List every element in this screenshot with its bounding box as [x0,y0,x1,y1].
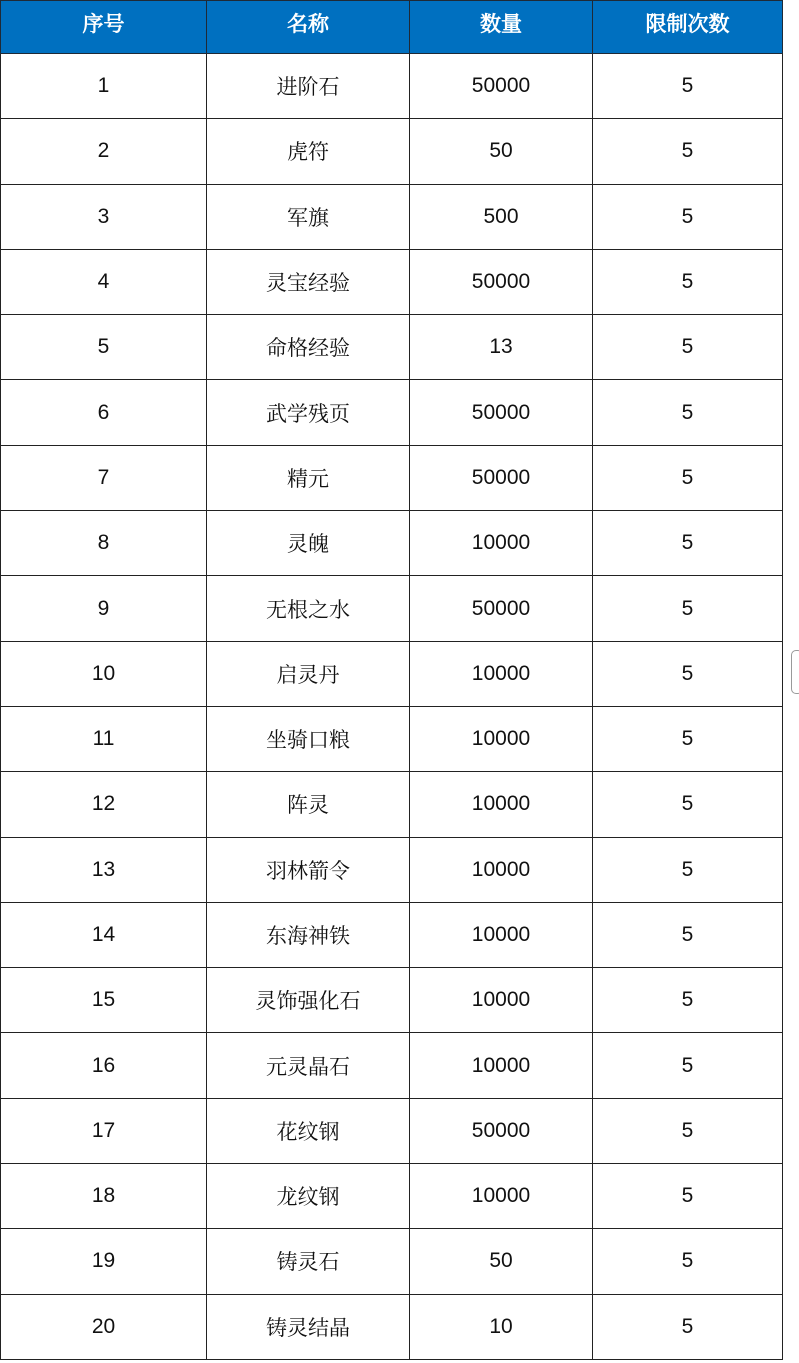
table-header [1,1,783,54]
cell-name: 铸灵结晶 [207,1294,410,1359]
cell-quantity: 10000 [410,772,593,837]
cell-limit: 5 [593,249,783,314]
cell-limit: 5 [593,772,783,837]
cell-name: 坐骑口粮 [207,706,410,771]
cell-quantity: 50000 [410,249,593,314]
cell-limit: 5 [593,576,783,641]
cell-quantity: 13 [410,315,593,380]
cell-index: 16 [1,1033,207,1098]
table-row [1,1033,783,1098]
cell-name: 灵魄 [207,511,410,576]
cell-index: 13 [1,837,207,902]
cell-limit: 5 [593,1164,783,1229]
cell-limit: 5 [593,445,783,510]
table-row [1,772,783,837]
header-row [1,1,783,54]
cell-name: 灵饰强化石 [207,968,410,1033]
cell-name: 铸灵石 [207,1229,410,1294]
header-quantity: 数量 [410,1,593,54]
cell-quantity: 10000 [410,837,593,902]
cell-index: 6 [1,380,207,445]
cell-index: 17 [1,1098,207,1163]
table-row [1,119,783,184]
cell-index: 3 [1,184,207,249]
cell-name: 灵宝经验 [207,249,410,314]
cell-limit: 5 [593,511,783,576]
cell-index: 5 [1,315,207,380]
table-body [1,54,783,1360]
cell-name: 无根之水 [207,576,410,641]
cell-name: 军旗 [207,184,410,249]
cell-name: 东海神铁 [207,902,410,967]
cell-index: 7 [1,445,207,510]
table-row [1,641,783,706]
cell-index: 19 [1,1229,207,1294]
cell-quantity: 50 [410,119,593,184]
cell-quantity: 50000 [410,445,593,510]
table-row [1,968,783,1033]
cell-name: 阵灵 [207,772,410,837]
cell-limit: 5 [593,1294,783,1359]
cell-limit: 5 [593,1098,783,1163]
cell-limit: 5 [593,641,783,706]
side-scroll-tab[interactable] [791,650,799,694]
cell-index: 11 [1,706,207,771]
cell-quantity: 10000 [410,641,593,706]
table-row [1,54,783,119]
cell-quantity: 10000 [410,1033,593,1098]
cell-name: 启灵丹 [207,641,410,706]
cell-limit: 5 [593,54,783,119]
cell-index: 1 [1,54,207,119]
cell-limit: 5 [593,1229,783,1294]
table-row [1,445,783,510]
cell-quantity: 10000 [410,706,593,771]
cell-quantity: 50 [410,1229,593,1294]
table-row [1,1229,783,1294]
cell-limit: 5 [593,119,783,184]
cell-index: 20 [1,1294,207,1359]
table-row [1,576,783,641]
cell-index: 9 [1,576,207,641]
header-index: 序号 [1,1,207,54]
cell-name: 羽林箭令 [207,837,410,902]
cell-quantity: 50000 [410,576,593,641]
table-row [1,902,783,967]
cell-index: 2 [1,119,207,184]
cell-limit: 5 [593,902,783,967]
cell-quantity: 500 [410,184,593,249]
cell-limit: 5 [593,315,783,380]
cell-quantity: 10000 [410,511,593,576]
cell-name: 龙纹钢 [207,1164,410,1229]
table-row [1,315,783,380]
cell-quantity: 10000 [410,968,593,1033]
cell-quantity: 10000 [410,902,593,967]
header-name: 名称 [207,1,410,54]
table-row [1,249,783,314]
cell-quantity: 10 [410,1294,593,1359]
cell-limit: 5 [593,184,783,249]
table-row [1,1294,783,1359]
table-row [1,837,783,902]
cell-limit: 5 [593,968,783,1033]
cell-quantity: 10000 [410,1164,593,1229]
cell-quantity: 50000 [410,1098,593,1163]
cell-name: 进阶石 [207,54,410,119]
cell-index: 18 [1,1164,207,1229]
cell-limit: 5 [593,380,783,445]
table-row [1,1098,783,1163]
cell-index: 4 [1,249,207,314]
cell-limit: 5 [593,1033,783,1098]
cell-name: 精元 [207,445,410,510]
table-row [1,1164,783,1229]
cell-name: 命格经验 [207,315,410,380]
cell-index: 10 [1,641,207,706]
table-row [1,511,783,576]
cell-index: 8 [1,511,207,576]
cell-index: 12 [1,772,207,837]
cell-name: 花纹钢 [207,1098,410,1163]
cell-quantity: 50000 [410,380,593,445]
cell-limit: 5 [593,837,783,902]
cell-quantity: 50000 [410,54,593,119]
cell-limit: 5 [593,706,783,771]
cell-name: 武学残页 [207,380,410,445]
cell-name: 元灵晶石 [207,1033,410,1098]
cell-index: 15 [1,968,207,1033]
cell-name: 虎符 [207,119,410,184]
cell-index: 14 [1,902,207,967]
table-row [1,380,783,445]
table-row [1,706,783,771]
table-row [1,184,783,249]
header-limit: 限制次数 [593,1,783,54]
